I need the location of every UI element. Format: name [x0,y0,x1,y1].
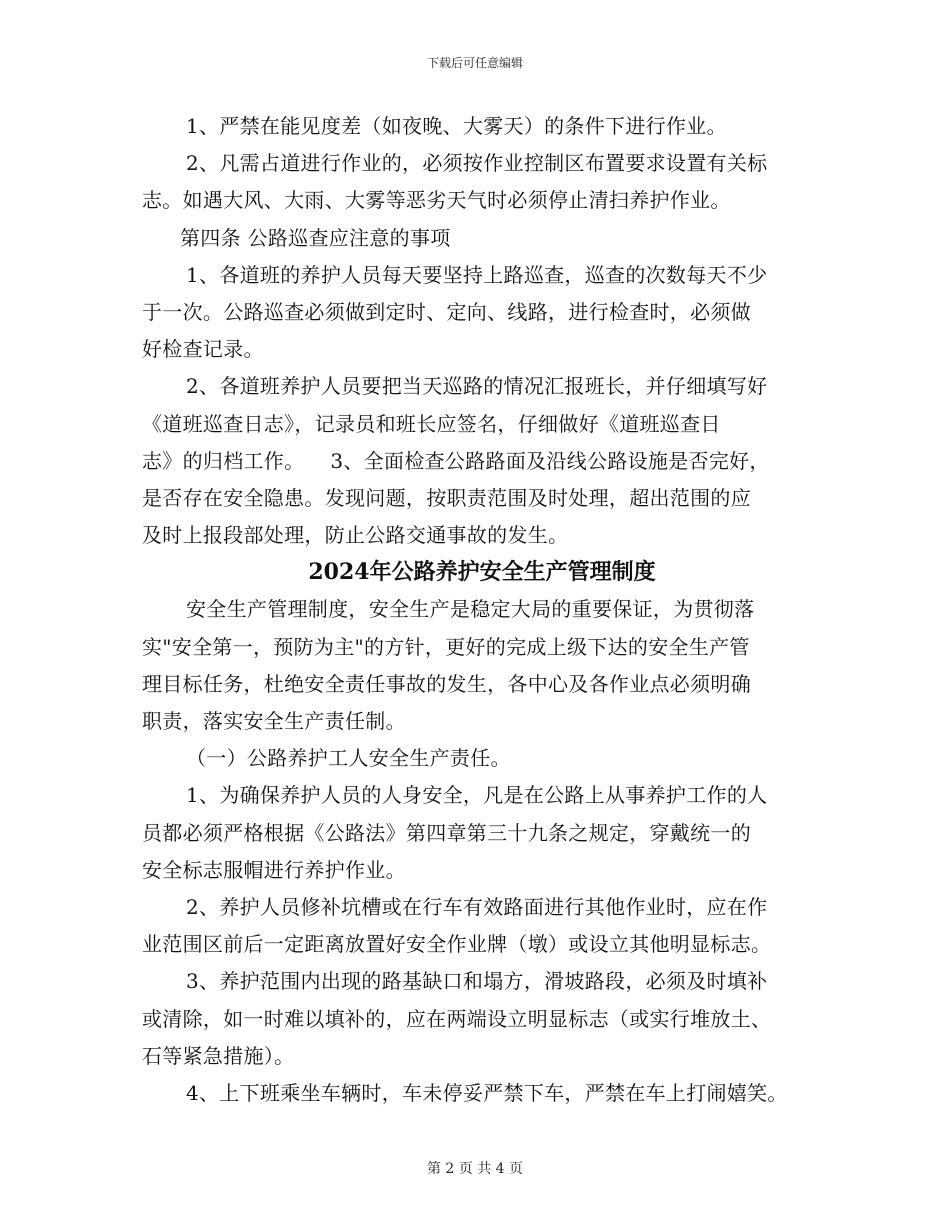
paragraph-line: 3、养护范围内出现的路基缺口和塌方，滑坡路段，必须及时填补 [186,969,768,994]
paragraph-line: 4、上下班乘坐车辆时，车未停妥严禁下车，严禁在车上打闹嬉笑。 [186,1080,788,1105]
paragraph-line: 1、为确保养护人员的人身安全，凡是在公路上从事养护工作的人 [186,783,768,808]
paragraph-segment: 3、全面检查公路路面及沿线公路设施是否完好， [330,448,770,473]
paragraph-line: 石等紧急措施）。 [142,1043,295,1068]
paragraph-line: 安全生产管理制度，安全生产是稳定大局的重要保证，为贯彻落 [186,597,755,622]
page-footer: 第 2 页 共 4 页 [426,1161,524,1177]
paragraph-line: 1、各道班的养护人员每天要坚持上路巡查，巡查的次数每天不少 [186,262,768,287]
document-title: 2024年公路养护安全生产管理制度 [308,559,656,586]
paragraph-line: 是否存在安全隐患。发现问题，按职责范围及时处理，超出范围的应 [142,485,751,510]
paragraph-line: 实"安全第一，预防为主"的方针，更好的完成上级下达的安全生产管 [142,634,750,659]
paragraph-line: 于一次。公路巡查必须做到定时、定向、线路，进行检查时，必须做 [142,299,751,324]
paragraph-line [142,443,822,480]
paragraph-line: 《道班巡查日志》，记录员和班长应签名，仔细做好《道班巡查日 [142,411,721,436]
paragraph-line: 员都必须严格根据《公路法》第四章第三十九条之规定，穿戴统一的 [142,820,751,845]
paragraph-line: 安全标志服帽进行养护作业。 [142,857,406,882]
paragraph-line: 2、养护人员修补坑槽或在行车有效路面进行其他作业时，应在作 [186,894,768,919]
paragraph-line: 1、严禁在能见度差（如夜晚、大雾天）的条件下进行作业。 [186,114,727,138]
document-body [142,108,822,1112]
paragraph-line: 2、凡需占道进行作业的，必须按作业控制区布置要求设置有关标 [186,151,768,176]
page-header: 下载后可任意编辑 [426,56,523,70]
paragraph-line: 业范围区前后一定距离放置好安全作业牌（墩）或设立其他明显标志。 [142,932,772,957]
paragraph-line: 职责，落实安全生产责任制。 [142,709,406,733]
paragraph-segment: 志》的归档工作。 [142,448,305,473]
paragraph-line: 好检查记录。 [142,337,264,362]
section-heading: 第四条 公路巡查应注意的事项 [180,225,451,250]
paragraph-line: 理目标任务，杜绝安全责任事故的发生，各中心及各作业点必须明确 [142,671,751,696]
paragraph-line: 志。如遇大风、大雨、大雾等恶劣天气时必须停止清扫养护作业。 [142,188,731,213]
paragraph-line: 及时上报段部处理，防止公路交通事故的发生。 [142,523,569,548]
paragraph-line: 或清除，如一时难以填补的，应在两端设立明显标志（或实行堆放土、 [142,1006,772,1031]
section-heading: （一）公路养护工人安全生产责任。 [186,746,511,771]
paragraph-line: 2、各道班养护人员要把当天巡路的情况汇报班长，并仔细填写好 [186,374,768,399]
